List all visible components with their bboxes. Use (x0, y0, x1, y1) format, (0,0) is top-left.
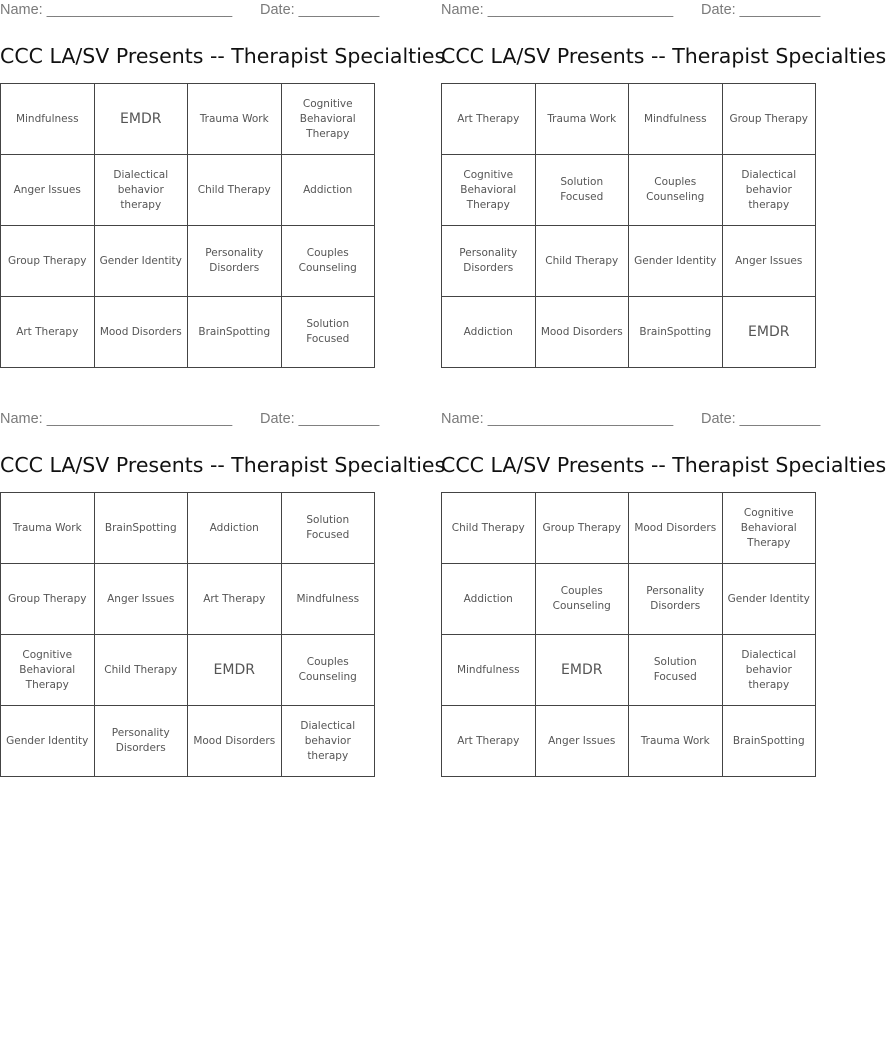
bingo-cell: Group Therapy (535, 493, 629, 564)
bingo-cell: Addiction (188, 493, 282, 564)
name-field-label: Name: _______________________ (441, 411, 674, 427)
bingo-cell: Cognitive Behavioral Therapy (442, 155, 536, 226)
bingo-cell: Solution Focused (535, 155, 629, 226)
bingo-cell: Child Therapy (188, 155, 282, 226)
bingo-card-2 (441, 0, 886, 372)
bingo-cell: Couples Counseling (629, 155, 723, 226)
bingo-cell: BrainSpotting (722, 706, 816, 777)
bingo-cell: Mood Disorders (188, 706, 282, 777)
bingo-grid (441, 83, 816, 368)
bingo-cell: Trauma Work (188, 84, 282, 155)
bingo-cell: Gender Identity (629, 226, 723, 297)
bingo-cell: Addiction (281, 155, 375, 226)
bingo-cell: Addiction (442, 564, 536, 635)
bingo-cell: Solution Focused (629, 635, 723, 706)
name-date-line (441, 409, 821, 431)
bingo-cell: Gender Identity (1, 706, 95, 777)
bingo-cell: Mindfulness (629, 84, 723, 155)
bingo-cell: Mood Disorders (535, 297, 629, 368)
bingo-cell: Anger Issues (1, 155, 95, 226)
bingo-cell: Mindfulness (1, 84, 95, 155)
bingo-cell: Gender Identity (94, 226, 188, 297)
bingo-cell: Solution Focused (281, 297, 375, 368)
bingo-cell: Cognitive Behavioral Therapy (281, 84, 375, 155)
name-date-line (441, 0, 821, 22)
bingo-grid (441, 492, 816, 777)
date-field-label: Date: __________ (701, 2, 821, 18)
card-title: CCC LA/SV Presents -- Therapist Specialties (441, 44, 886, 68)
bingo-cell: Trauma Work (1, 493, 95, 564)
bingo-cell: EMDR (188, 635, 282, 706)
bingo-card-1 (0, 0, 446, 372)
bingo-cell: EMDR (94, 84, 188, 155)
bingo-cell: Mood Disorders (629, 493, 723, 564)
bingo-cell: Dialectical behavior therapy (94, 155, 188, 226)
bingo-cell: Couples Counseling (281, 226, 375, 297)
bingo-cell: Anger Issues (722, 226, 816, 297)
bingo-cell: Mindfulness (281, 564, 375, 635)
bingo-cell: Child Therapy (442, 493, 536, 564)
card-title: CCC LA/SV Presents -- Therapist Specialties (0, 44, 446, 68)
bingo-cell: Art Therapy (442, 706, 536, 777)
bingo-cell: Mindfulness (442, 635, 536, 706)
card-title: CCC LA/SV Presents -- Therapist Specialties (0, 453, 446, 477)
bingo-cell: Solution Focused (281, 493, 375, 564)
card-title: CCC LA/SV Presents -- Therapist Specialties (441, 453, 886, 477)
bingo-cell: BrainSpotting (629, 297, 723, 368)
bingo-cell: Child Therapy (94, 635, 188, 706)
bingo-card-4 (441, 409, 886, 781)
bingo-cell: Dialectical behavior therapy (722, 155, 816, 226)
bingo-cell: Art Therapy (188, 564, 282, 635)
bingo-cell: Personality Disorders (442, 226, 536, 297)
bingo-cell: BrainSpotting (188, 297, 282, 368)
bingo-card-3 (0, 409, 446, 781)
bingo-cell: Gender Identity (722, 564, 816, 635)
name-field-label: Name: _______________________ (0, 411, 233, 427)
bingo-cell: EMDR (722, 297, 816, 368)
bingo-cell: Cognitive Behavioral Therapy (722, 493, 816, 564)
bingo-cell: Group Therapy (1, 564, 95, 635)
bingo-cell: Art Therapy (1, 297, 95, 368)
bingo-cell: Personality Disorders (94, 706, 188, 777)
bingo-cell: Cognitive Behavioral Therapy (1, 635, 95, 706)
date-field-label: Date: __________ (701, 411, 821, 427)
name-date-line (0, 0, 380, 22)
bingo-cell: BrainSpotting (94, 493, 188, 564)
bingo-cell: Child Therapy (535, 226, 629, 297)
bingo-cell: Group Therapy (1, 226, 95, 297)
bingo-cell: Personality Disorders (629, 564, 723, 635)
bingo-cell: Anger Issues (94, 564, 188, 635)
bingo-cell: Addiction (442, 297, 536, 368)
bingo-cell: Dialectical behavior therapy (281, 706, 375, 777)
bingo-cell: EMDR (535, 635, 629, 706)
bingo-cell: Group Therapy (722, 84, 816, 155)
bingo-cell: Couples Counseling (535, 564, 629, 635)
bingo-cell: Trauma Work (629, 706, 723, 777)
name-field-label: Name: _______________________ (0, 2, 233, 18)
bingo-cell: Anger Issues (535, 706, 629, 777)
bingo-grid (0, 492, 375, 777)
bingo-cell: Dialectical behavior therapy (722, 635, 816, 706)
bingo-grid (0, 83, 375, 368)
bingo-cell: Art Therapy (442, 84, 536, 155)
name-date-line (0, 409, 380, 431)
bingo-cell: Trauma Work (535, 84, 629, 155)
bingo-cell: Mood Disorders (94, 297, 188, 368)
date-field-label: Date: __________ (260, 2, 380, 18)
bingo-cell: Personality Disorders (188, 226, 282, 297)
date-field-label: Date: __________ (260, 411, 380, 427)
bingo-cell: Couples Counseling (281, 635, 375, 706)
name-field-label: Name: _______________________ (441, 2, 674, 18)
